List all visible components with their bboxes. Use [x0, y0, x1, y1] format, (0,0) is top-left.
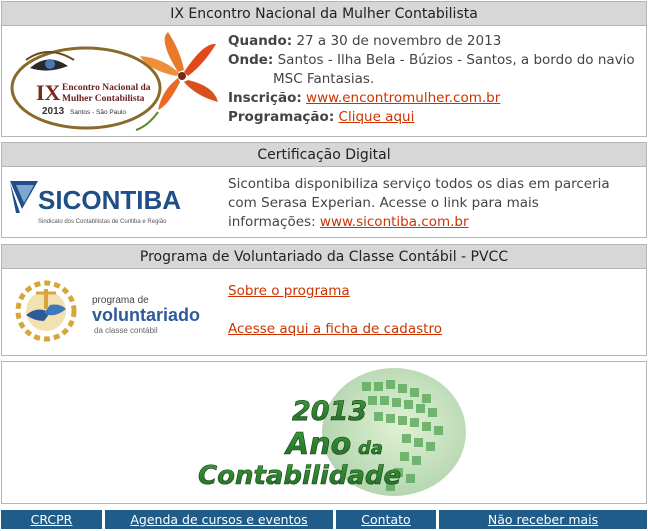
- event-title: IX Encontro Nacional da Mulher Contabilista: [2, 2, 646, 26]
- event-program: Programação: Clique aqui: [228, 109, 415, 125]
- cert-box: [1, 142, 647, 238]
- registration-form-link[interactable]: Acesse aqui a ficha de cadastro: [228, 321, 442, 337]
- event-box: [1, 1, 647, 137]
- event-signup: Inscrição: www.encontromulher.com.br: [228, 90, 501, 106]
- nav-agenda[interactable]: Agenda de cursos e eventos: [105, 510, 333, 529]
- gear-hands-icon: [18, 283, 74, 339]
- svg-text:2013: 2013: [42, 106, 65, 117]
- pvcc-signup: [228, 320, 442, 339]
- sicontiba-link[interactable]: www.sicontiba.com.br: [319, 214, 469, 230]
- svg-text:SICONTIBA: SICONTIBA: [38, 185, 181, 215]
- svg-text:Sindicato dos Contabilistas de: Sindicato dos Contabilistas de Curitiba e Região: [38, 219, 167, 225]
- event-when: Quando: 27 a 30 de novembro de 2013: [228, 33, 502, 49]
- ano-contabilidade-banner[interactable]: [2, 362, 646, 503]
- about-program-link[interactable]: Sobre o programa: [228, 283, 350, 299]
- nav-unsubscribe[interactable]: Não receber mais: [439, 510, 647, 529]
- svg-text:voluntariado: voluntariado: [92, 305, 201, 325]
- svg-text:da: da: [358, 438, 384, 459]
- signup-link[interactable]: www.encontromulher.com.br: [306, 90, 501, 106]
- sicontiba-logo: [8, 179, 218, 231]
- voluntariado-logo: [14, 275, 224, 345]
- pvcc-box: [1, 244, 647, 356]
- cert-line3: informações: www.sicontiba.com.br: [228, 214, 469, 230]
- svg-text:Mulher Contabilista: Mulher Contabilista: [62, 94, 145, 104]
- svg-text:Encontro Nacional da: Encontro Nacional da: [62, 83, 151, 93]
- cert-line1: Sicontiba disponibiliza serviço todos os dias em parceria: [228, 176, 610, 192]
- nav-crcpr[interactable]: CRCPR: [1, 510, 102, 529]
- event-where: Onde: Santos - Ilha Bela - Búzios - Santos, a bordo do navio: [228, 52, 635, 68]
- pvcc-about: [228, 282, 350, 301]
- cert-title: Certificação Digital: [2, 143, 646, 167]
- cert-line2: com Serasa Experian. Acesse o link para mais: [228, 195, 539, 211]
- svg-text:Santos - São Paulo: Santos - São Paulo: [70, 109, 127, 116]
- footer-nav: [1, 510, 647, 529]
- svg-text:IX: IX: [36, 80, 61, 105]
- svg-text:Ano: Ano: [286, 427, 352, 462]
- program-link[interactable]: Clique aqui: [338, 109, 415, 125]
- mulher-contabilista-logo: [8, 30, 220, 134]
- svg-text:2013: 2013: [292, 396, 368, 427]
- event-where-cont: MSC Fantasias.: [273, 71, 375, 87]
- lily-flower-icon: [136, 32, 218, 130]
- svg-text:da classe contábil: da classe contábil: [94, 326, 158, 335]
- svg-text:programa de: programa de: [92, 295, 149, 306]
- pvcc-title: Programa de Voluntariado da Classe Contábil - PVCC: [2, 245, 646, 269]
- nav-contato[interactable]: Contato: [336, 510, 436, 529]
- svg-text:Contabilidade: Contabilidade: [198, 461, 402, 491]
- banner-box: [1, 361, 647, 504]
